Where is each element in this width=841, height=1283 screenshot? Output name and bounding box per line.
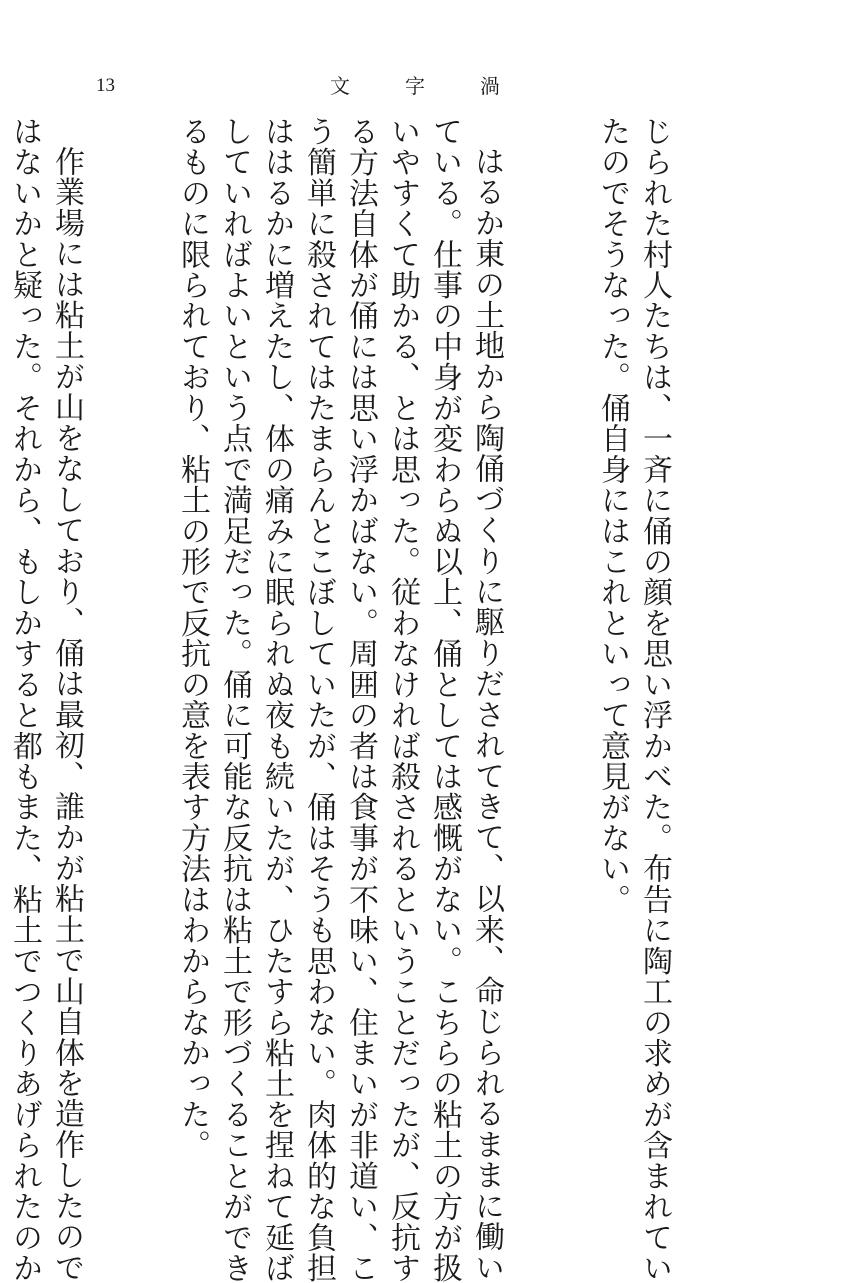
- paragraph: [171, 116, 507, 1283]
- paragraph-indent: [45, 116, 87, 146]
- running-title-char: 字: [405, 74, 425, 98]
- running-title-char: 文: [330, 74, 350, 98]
- paragraph-text: はるか東の土地から陶俑づくりに駆りだされてきて、以来、命じられるままに働い ている。仕事の中身が変わらぬ以上、俑としては感慨がない。こちらの粘土の方が扱 いやすくて助かる、とは思った。従わなければ殺されるということだったが、反抗す る方法自体が俑には思い浮かばない。周囲の者は食事が不味い、住まいが非道い、こ う簡単に殺されてはたまらんとこぼしていたが、俑はそうも思わない。肉体的な負担 ははるかに増えたし、体の痛みに眠られぬ夜も続いたが、ひたすら粘土を捏ねて延ば していればよいという点で満足だった。俑に可能な反抗は粘土で形づくることができ るものに限られており、粘土の形で反抗の意を表す方法はわからなかった。: [175, 116, 504, 1283]
- vertical-body-text: [7, 116, 759, 1283]
- paragraph: [591, 116, 675, 1283]
- running-title-char: 渦: [480, 74, 500, 98]
- paragraph: [0, 116, 87, 1283]
- paragraph-text: 作業場には粘土が山をなしており、俑は最初、誰かが粘土で山自体を造作したので はないかと疑った。それから、もしかすると都もまた、粘土でつくりあげられたのか: [7, 116, 84, 1283]
- paragraph-text: じられた村人たちは、一斉に俑の顔を思い浮かべた。布告に陶工の求めが含まれてい たのでそうなった。俑自身にはこれといって意見がない。: [595, 116, 672, 1283]
- running-title: [330, 75, 500, 97]
- page-number: 13: [96, 75, 115, 96]
- paragraph-indent: [465, 116, 507, 146]
